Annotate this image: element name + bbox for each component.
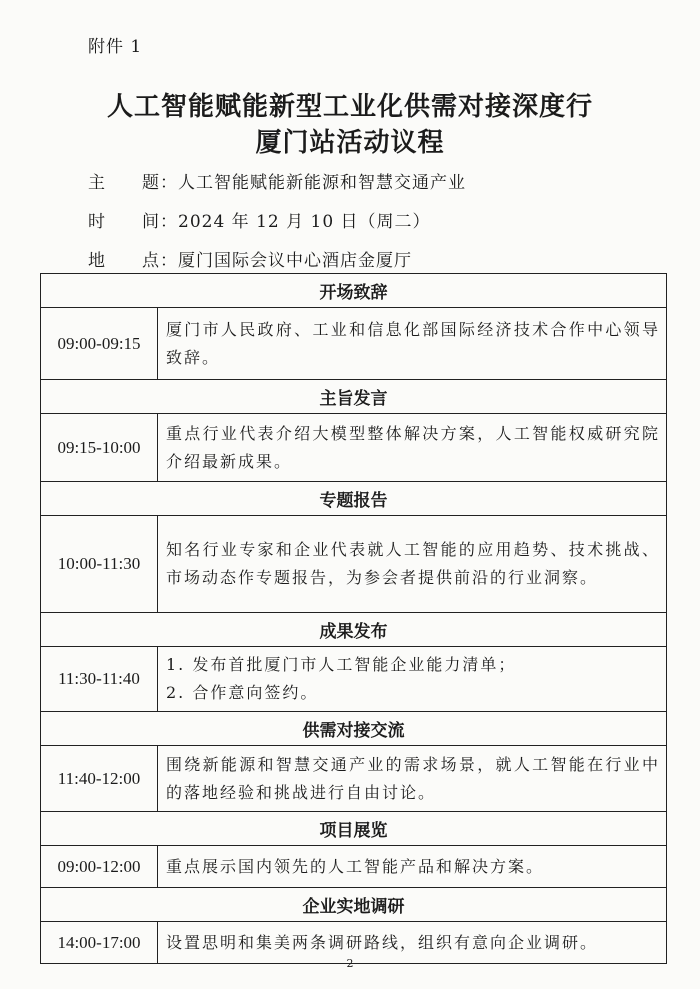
page-number: 2	[346, 957, 354, 970]
agenda-time: 09:15-10:00	[41, 414, 158, 482]
section-heading: 开场致辞	[41, 274, 667, 308]
place-row	[88, 246, 412, 271]
agenda-time: 09:00-09:15	[41, 308, 158, 380]
agenda-row	[41, 414, 667, 482]
attachment-label: 附件 1	[88, 37, 143, 57]
agenda-time: 11:30-11:40	[41, 647, 158, 712]
theme-label: 主 题：	[88, 173, 178, 193]
agenda-description: 重点行业代表介绍大模型整体解决方案，人工智能权威研究院介绍最新成果。	[158, 414, 667, 482]
agenda-row	[41, 308, 667, 380]
agenda-row	[41, 647, 667, 712]
agenda-description	[158, 647, 667, 712]
section-heading: 成果发布	[41, 613, 667, 647]
agenda-row	[41, 516, 667, 613]
agenda-table	[40, 273, 667, 964]
agenda-description: 设置思明和集美两条调研路线，组织有意向企业调研。	[158, 922, 667, 964]
section-heading: 专题报告	[41, 482, 667, 516]
document-title-line-2: 厦门站活动议程	[255, 128, 445, 158]
place-label: 地 点：	[88, 251, 178, 271]
agenda-description: 知名行业专家和企业代表就人工智能的应用趋势、技术挑战、市场动态作专题报告，为参会者提供前沿的行业洞察。	[158, 516, 667, 613]
agenda-item: 1. 发布首批厦门市人工智能企业能力清单；	[166, 655, 517, 674]
agenda-row	[41, 846, 667, 888]
agenda-description: 重点展示国内领先的人工智能产品和解决方案。	[158, 846, 667, 888]
agenda-time: 10:00-11:30	[41, 516, 158, 613]
agenda-time: 09:00-12:00	[41, 846, 158, 888]
document-title-line-1: 人工智能赋能新型工业化供需对接深度行	[106, 92, 593, 122]
agenda-item: 2. 合作意向签约。	[166, 683, 319, 702]
section-heading: 供需对接交流	[41, 712, 667, 746]
time-value: 2024 年 12 月 10 日（周二）	[178, 212, 431, 232]
section-heading: 主旨发言	[41, 380, 667, 414]
theme-value: 人工智能赋能新能源和智慧交通产业	[178, 173, 466, 193]
agenda-description: 厦门市人民政府、工业和信息化部国际经济技术合作中心领导致辞。	[158, 308, 667, 380]
agenda-row	[41, 746, 667, 812]
section-heading: 项目展览	[41, 812, 667, 846]
theme-row	[88, 168, 466, 193]
section-heading: 企业实地调研	[41, 888, 667, 922]
time-row	[88, 207, 431, 232]
agenda-time: 11:40-12:00	[41, 746, 158, 812]
place-value: 厦门国际会议中心酒店金厦厅	[178, 251, 412, 271]
time-label: 时 间：	[88, 212, 178, 232]
agenda-time: 14:00-17:00	[41, 922, 158, 964]
agenda-description: 围绕新能源和智慧交通产业的需求场景，就人工智能在行业中的落地经验和挑战进行自由讨论。	[158, 746, 667, 812]
